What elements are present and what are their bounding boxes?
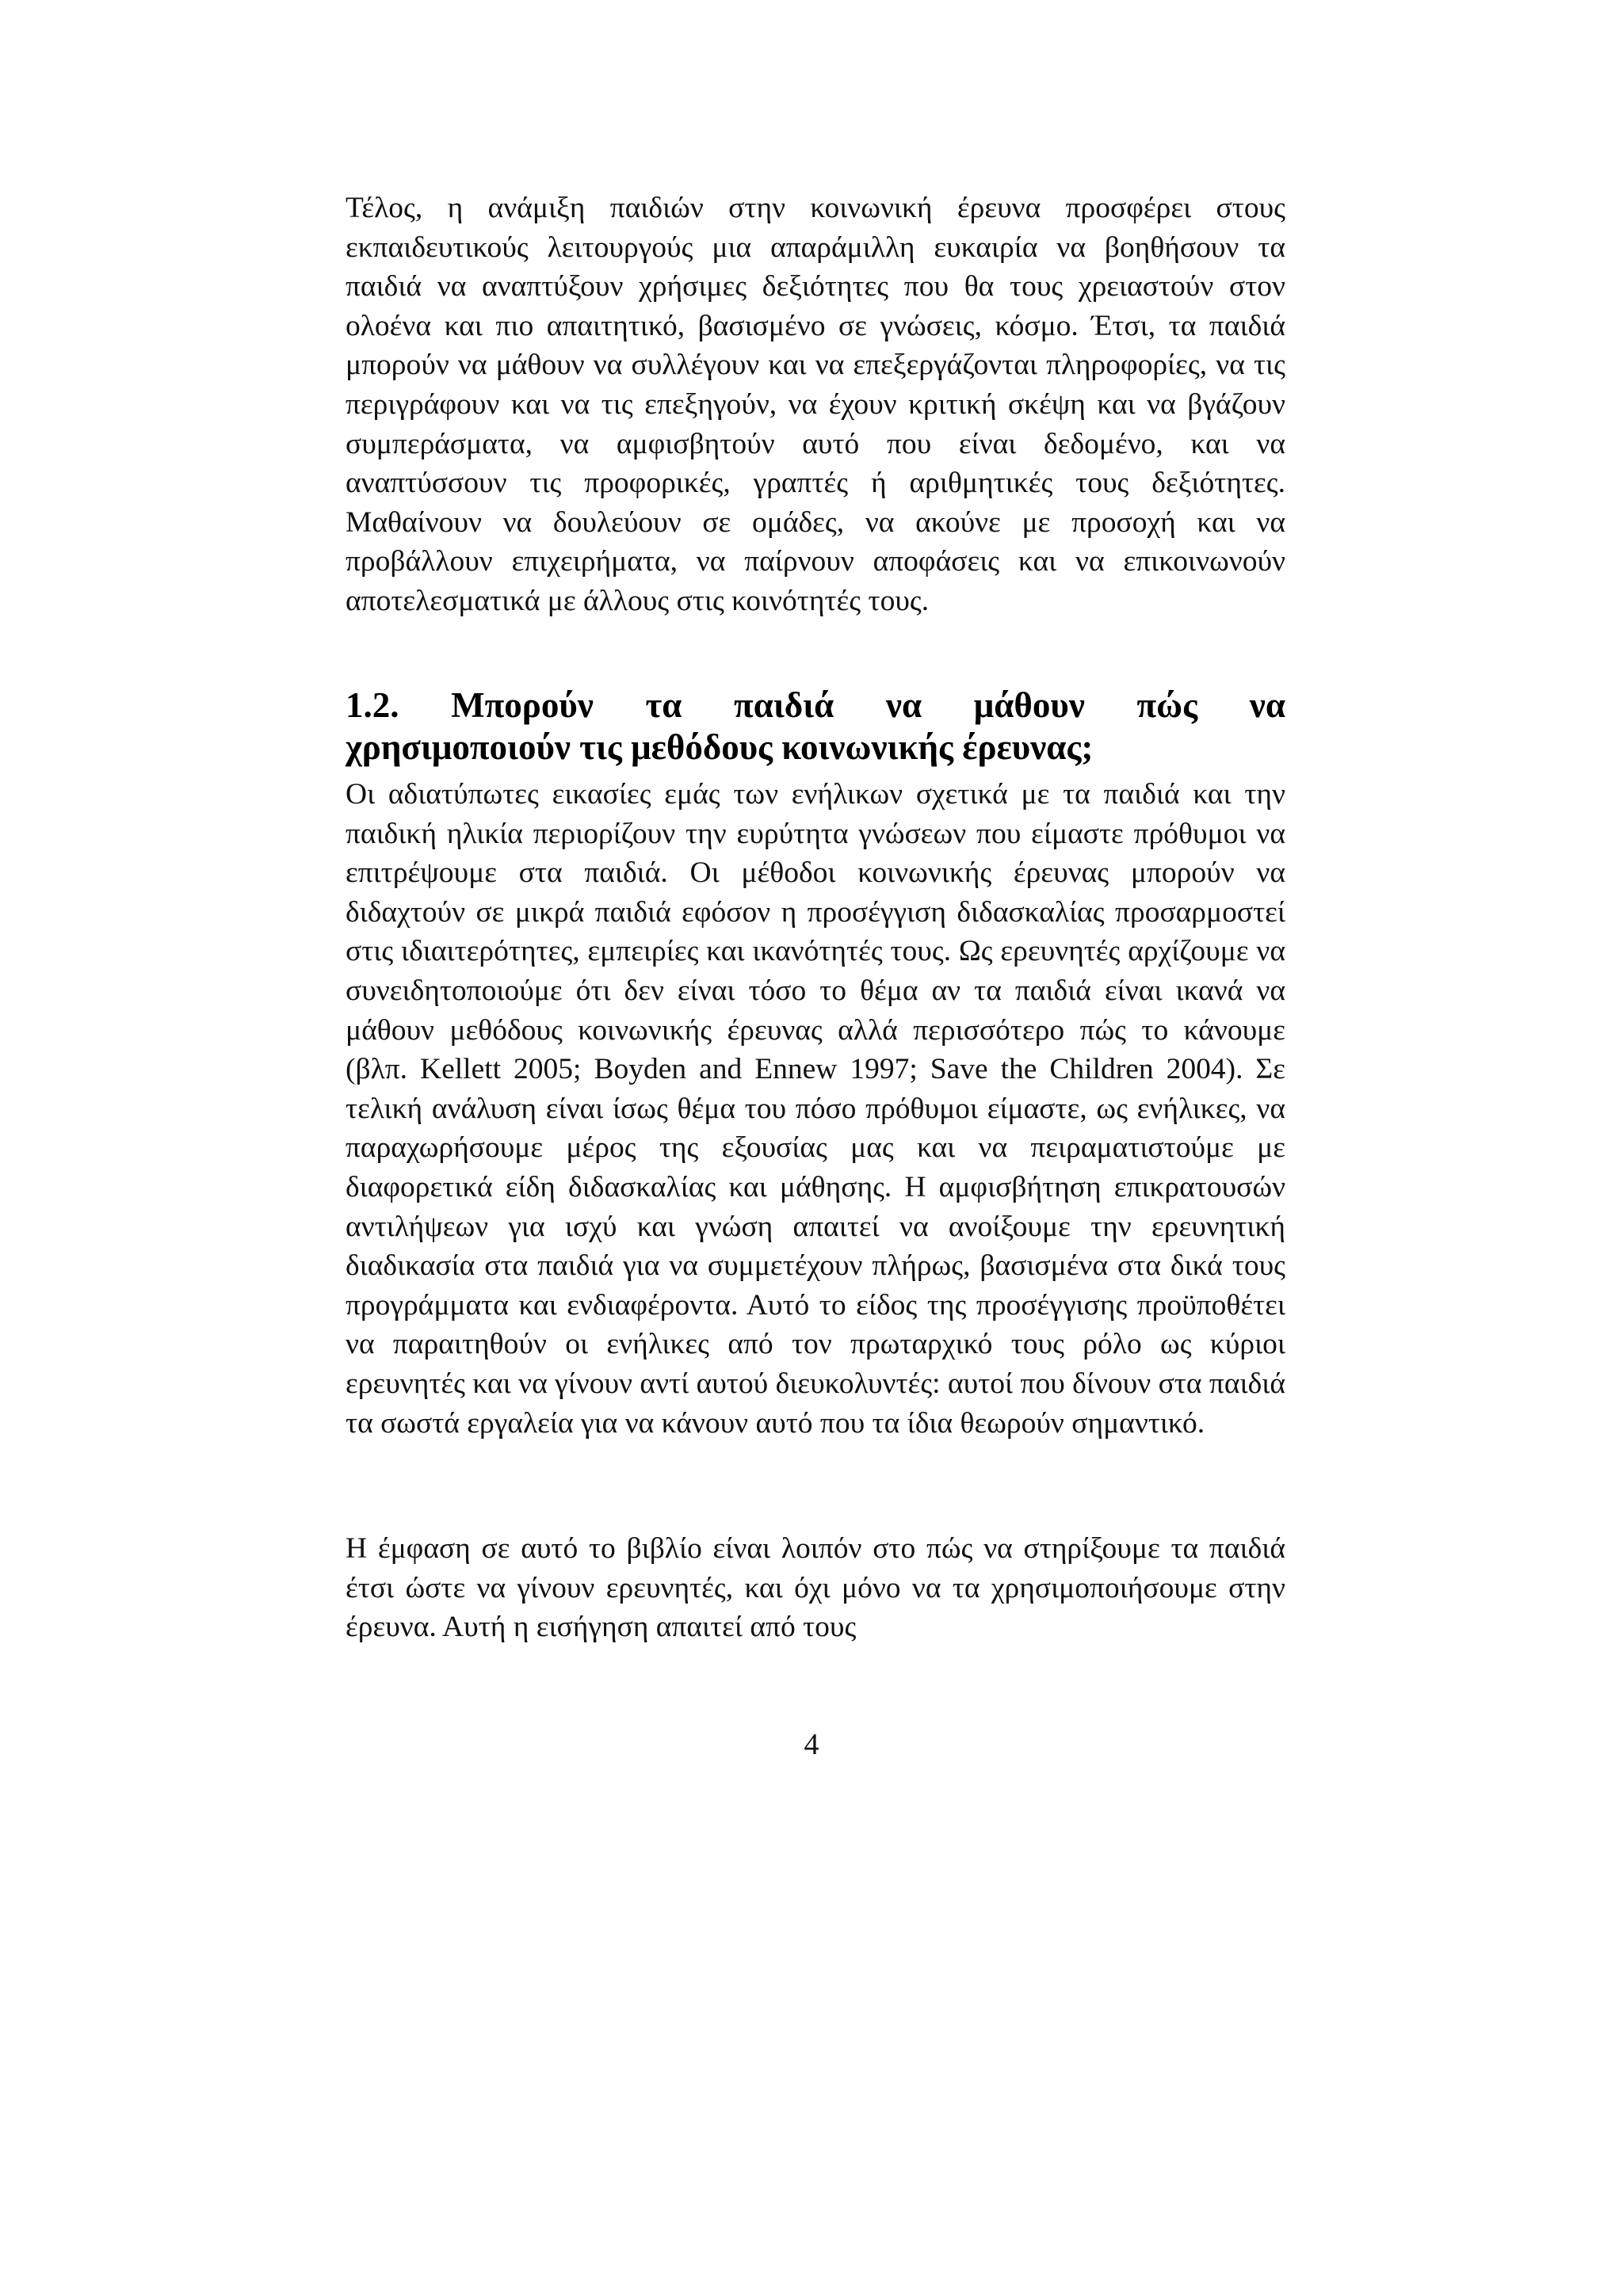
heading-word: να	[885, 685, 922, 725]
heading-word: Μπορούν	[451, 685, 594, 725]
paragraph-methods: Οι αδιατύπωτες εικασίες εμάς των ενήλικων σχετικά με τα παιδιά και την παιδική ηλικία περιορίζουν την ευρύτητα γνώσεων που είμαστε πρόθυμοι να επιτρέψουμε στα παιδιά. Οι μέθοδοι κοινωνικής έρευνας μπορούν να διδαχτούν σε μικρά παιδιά εφόσον η προσέγγιση διδασκαλίας προσαρμοστεί στις ιδιαιτερότητες, εμπειρίες και ικανότητές τους. Ως ερευνητές αρχίζουμε να συνειδητοποιούμε ότι δεν είναι τόσο το θέμα αν τα παιδιά είναι ικανά να μάθουν μεθόδους κοινωνικής έρευνας αλλά περισσότερο πώς το κάνουμε (βλπ. Kellett 2005; Boyden and Ennew 1997; Save the Children 2004). Σε τελική ανάλυση είναι ίσως θέμα του πόσο πρόθυμοι είμαστε, ως ενήλικες, να παραχωρήσουμε μέρος της εξουσίας μας και να πειραματιστούμε με διαφορετικά είδη διδασκαλίας και μάθησης. Η αμφισβήτηση επικρατουσών αντιλήψεων για ισχύ και γνώση απαιτεί να ανοίξουμε την ερευνητική διαδικασία στα παιδιά για να συμμετέχουν πλήρως, βασισμένα στα δικά τους προγράμματα και ενδιαφέροντα. Αυτό το είδος της προσέγγισης προϋποθέτει να παραιτηθούν οι ενήλικες από τον πρωταρχικό τους ρόλο ως κύριοι ερευνητές και να γίνουν αντί αυτού διευκολυντές: αυτοί που δίνουν στα παιδιά τα σωστά εργαλεία για να κάνουν αυτό που τα ίδια θεωρούν σημαντικό.	[346, 778, 1285, 1440]
heading-word: να	[1249, 685, 1285, 725]
heading-word: τα	[645, 685, 682, 725]
paragraph-intro: Τέλος, η ανάμιξη παιδιών στην κοινωνική έρευνα προσφέρει στους εκπαιδευτικούς λειτουργούς μια απαράμιλλη ευκαιρία να βοηθήσουν τα παιδιά να αναπτύξουν χρήσιμες δεξιότητες που θα τους χρειαστούν στον ολοένα και πιο απαιτητικό, βασισμένο σε γνώσεις, κόσμο. Έτσι, τα παιδιά μπορούν να μάθουν να συλλέγουν και να επεξεργάζονται πληροφορίες, να τις περιγράφουν και να τις επεξηγούν, να έχουν κριτική σκέψη και να βγάζουν συμπεράσματα, να αμφισβητούν αυτό που είναι δεδομένο, και να αναπτύσσουν τις προφορικές, γραπτές ή αριθμητικές τους δεξιότητες. Μαθαίνουν να δουλεύουν σε ομάδες, να ακούνε με προσοχή και να προβάλλουν επιχειρήματα, να παίρνουν αποφάσεις και να επικοινωνούν αποτελεσματικά με άλλους στις κοινότητές τους.	[346, 192, 1285, 617]
section-heading	[346, 685, 1285, 769]
section-heading-line-1	[346, 685, 1285, 727]
section-heading-line-2: χρησιμοποιούν τις μεθόδους κοινωνικής έρευνας;	[346, 727, 1094, 767]
page-number: 4	[804, 1728, 819, 1761]
heading-word: παιδιά	[734, 685, 834, 725]
heading-word: μάθουν	[973, 685, 1085, 725]
heading-word: πώς	[1136, 685, 1198, 725]
paragraph-emphasis: Η έμφαση σε αυτό το βιβλίο είναι λοιπόν στο πώς να στηρίξουμε τα παιδιά έτσι ώστε να γίνουν ερευνητές, και όχι μόνο να τα χρησιμοποιήσουμε στην έρευνα. Αυτή η εισήγηση απαιτεί από τους	[346, 1532, 1285, 1644]
section-number: 1.2.	[346, 685, 399, 725]
